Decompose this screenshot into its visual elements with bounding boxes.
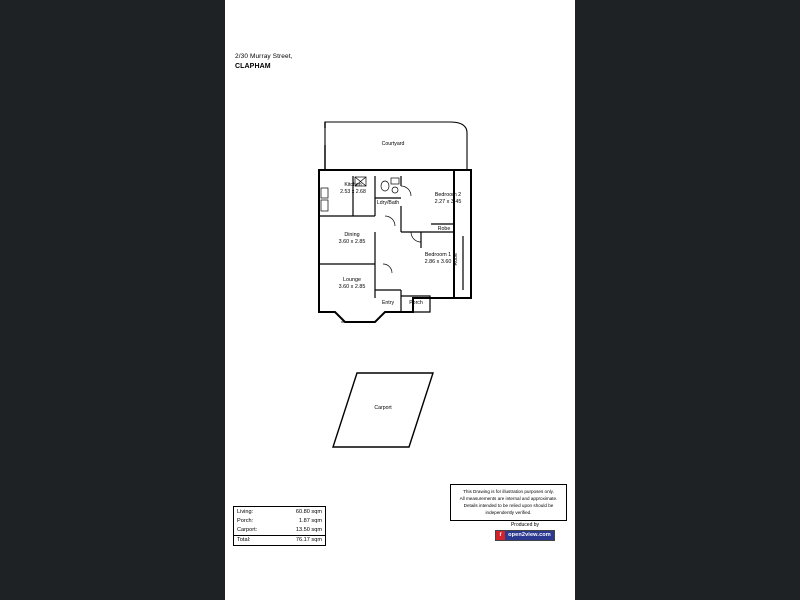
produced-by-label: Produced by bbox=[510, 522, 540, 528]
table-row bbox=[234, 526, 325, 536]
address-line-2: CLAPHAM bbox=[235, 62, 271, 70]
room-label-courtyard: Courtyard bbox=[381, 141, 405, 147]
logo-mark-icon: r bbox=[496, 531, 505, 540]
area-value-total: 76.17 sqm bbox=[275, 535, 325, 545]
room-label-robe-2: Robe bbox=[437, 226, 451, 232]
produced-by-block bbox=[483, 522, 567, 541]
room-label-kitchen: Kitchen 2.53 x 2.68 bbox=[340, 182, 366, 195]
disclaimer-box bbox=[450, 484, 567, 521]
room-label-porch: Porch bbox=[409, 300, 423, 306]
room-label-entry: Entry bbox=[381, 300, 395, 306]
area-label-carport: Carport: bbox=[237, 527, 258, 534]
disclaimer-line-1: This Drawing is for illustration purposes only. bbox=[463, 489, 554, 494]
area-label-porch: Porch: bbox=[237, 517, 254, 524]
disclaimer-line-4: independently verified. bbox=[485, 509, 532, 515]
area-value-porch: 1.87 sqm bbox=[298, 517, 322, 524]
logo-text: open2view.com bbox=[505, 531, 554, 540]
area-value-living: 60.80 sqm bbox=[295, 508, 322, 515]
address-line-1: 2/30 Murray Street, bbox=[235, 53, 293, 60]
area-summary-table bbox=[233, 506, 326, 546]
table-row bbox=[234, 516, 325, 525]
room-label-ldry-bath: Ldry/Bath bbox=[376, 200, 400, 206]
area-label-total: Total: bbox=[234, 535, 275, 545]
room-label-robe-1: Robe bbox=[452, 253, 459, 266]
room-label-dining: Dining 3.60 x 2.85 bbox=[338, 232, 366, 245]
open2view-logo bbox=[495, 530, 555, 541]
disclaimer-line-3: Details intended to be relied upon should be bbox=[463, 502, 554, 508]
table-row bbox=[234, 507, 325, 516]
room-label-bedroom-2: Bedroom 2 2.27 x 3.45 bbox=[434, 192, 462, 205]
table-row-total bbox=[234, 535, 325, 545]
floorplan-page bbox=[225, 0, 575, 600]
area-value-carport: 13.50 sqm bbox=[295, 527, 322, 534]
room-label-lounge: Lounge 3.60 x 2.85 bbox=[338, 277, 366, 290]
disclaimer-line-2: All measurements are internal and approximate. bbox=[459, 495, 558, 501]
area-label-living: Living: bbox=[237, 508, 254, 515]
room-label-carport: Carport bbox=[374, 405, 392, 411]
room-label-bedroom-1: Bedroom 1 2.86 x 3.60 bbox=[424, 252, 452, 265]
